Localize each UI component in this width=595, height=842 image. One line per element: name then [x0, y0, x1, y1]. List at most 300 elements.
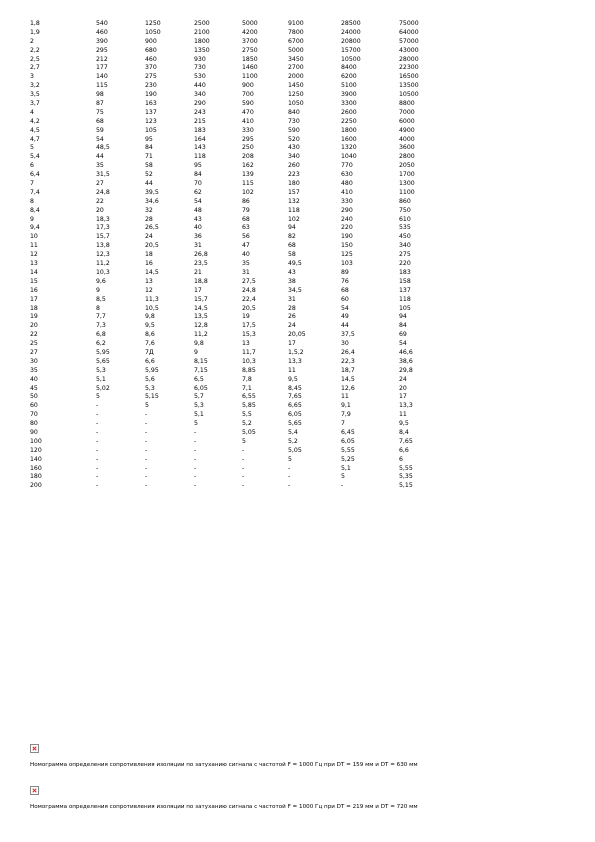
- table-row: [30, 64, 439, 73]
- table-cell: 1250: [145, 20, 161, 27]
- table-cell: 730: [194, 64, 206, 72]
- table-cell: 180: [288, 180, 300, 188]
- table-cell: 12,6: [341, 384, 355, 392]
- table-cell: 84: [399, 322, 407, 330]
- table-cell: 49,5: [288, 260, 302, 268]
- table-cell: 160: [30, 464, 42, 472]
- table-cell: 5000: [242, 20, 258, 27]
- table-cell: 590: [242, 100, 254, 108]
- table-cell: 120: [30, 446, 42, 454]
- table-cell: 7000: [399, 108, 415, 116]
- table-cell: 24,8: [242, 286, 256, 294]
- table-cell: 5: [341, 473, 345, 481]
- table-cell: 47: [242, 242, 250, 250]
- table-cell: 900: [242, 82, 254, 90]
- table-cell: 8,45: [288, 384, 302, 392]
- table-cell: 38,6: [399, 357, 413, 365]
- table-cell: 137: [145, 108, 157, 116]
- table-row: [30, 224, 439, 233]
- table-cell: -: [96, 437, 99, 445]
- table-cell: 22,3: [341, 357, 355, 365]
- table-cell: -: [288, 473, 291, 481]
- table-cell: -: [96, 482, 99, 490]
- table-cell: 12,3: [96, 251, 110, 259]
- table-cell: 5100: [341, 82, 357, 90]
- broken-image-icon: [30, 786, 39, 795]
- table-cell: 4,2: [30, 117, 40, 125]
- table-cell: 19: [242, 313, 250, 321]
- table-cell: 5,02: [96, 384, 110, 392]
- table-cell: 7,6: [145, 340, 155, 348]
- table-row: [30, 73, 439, 82]
- table-cell: 13: [145, 277, 153, 285]
- table-cell: 2,2: [30, 46, 40, 54]
- table-cell: 480: [341, 180, 353, 188]
- table-cell: 11: [30, 242, 38, 250]
- table-cell: 6,2: [96, 340, 106, 348]
- table-cell: 5,35: [399, 473, 413, 481]
- table-cell: 9,4: [30, 224, 40, 232]
- table-cell: 530: [194, 73, 206, 81]
- table-cell: 6,55: [242, 393, 256, 401]
- table-cell: 118: [399, 295, 411, 303]
- table-cell: 143: [194, 144, 206, 152]
- table-row: [30, 20, 439, 29]
- table-row: [30, 47, 439, 56]
- table-row: [30, 109, 439, 118]
- table-cell: -: [194, 428, 197, 436]
- figure-caption: Номограмма определения сопротивления изоляции по затуханию сигнала с частотой F = 1000 Гц при DT = 159 мм и DТ = 630 мм: [30, 762, 418, 768]
- table-cell: 6000: [399, 117, 415, 125]
- table-cell: 430: [288, 144, 300, 152]
- table-cell: -: [194, 446, 197, 454]
- table-cell: 1800: [194, 37, 210, 45]
- table-cell: -: [194, 473, 197, 481]
- table-cell: 137: [399, 286, 411, 294]
- table-cell: 5,3: [145, 384, 155, 392]
- table-cell: 90: [30, 428, 38, 436]
- table-cell: 38: [288, 277, 296, 285]
- table-cell: 13500: [399, 82, 419, 90]
- table-cell: 18,3: [96, 215, 110, 223]
- table-cell: 56: [242, 233, 250, 241]
- table-cell: 3,2: [30, 82, 40, 90]
- table-cell: 64000: [399, 28, 419, 36]
- table-cell: 15,7: [96, 233, 110, 241]
- table-cell: 295: [242, 135, 254, 143]
- table-cell: 10,5: [145, 304, 159, 312]
- table-cell: 3700: [242, 37, 258, 45]
- table-cell: 275: [145, 73, 157, 81]
- table-cell: 9,8: [145, 313, 155, 321]
- table-cell: 18,7: [341, 366, 355, 374]
- table-cell: -: [96, 455, 99, 463]
- table-cell: 5: [30, 144, 34, 152]
- table-cell: 39,5: [145, 188, 159, 196]
- table-cell: 1,5,2: [288, 348, 304, 356]
- table-cell: 94: [399, 313, 407, 321]
- table-cell: 5: [194, 420, 198, 428]
- table-cell: 157: [288, 188, 300, 196]
- table-row: [30, 411, 439, 420]
- table-cell: 164: [194, 135, 206, 143]
- table-cell: 50: [30, 393, 38, 401]
- figure-2: [30, 786, 418, 810]
- table-cell: 46,6: [399, 348, 413, 356]
- table-cell: 10: [30, 233, 38, 241]
- table-cell: 930: [194, 55, 206, 63]
- data-table: [30, 20, 439, 491]
- table-cell: 11,2: [194, 331, 208, 339]
- table-cell: 2800: [399, 153, 415, 161]
- table-cell: 750: [399, 206, 411, 214]
- table-cell: 10,3: [242, 357, 256, 365]
- table-cell: 3: [30, 73, 34, 81]
- table-cell: 5000: [288, 46, 304, 54]
- table-cell: 71: [145, 153, 153, 161]
- table-cell: -: [194, 437, 197, 445]
- table-cell: 7,1: [242, 384, 252, 392]
- table-cell: 20: [96, 206, 104, 214]
- table-cell: 28000: [399, 55, 419, 63]
- table-row: [30, 420, 439, 429]
- table-cell: 132: [288, 197, 300, 205]
- table-cell: 44: [145, 180, 153, 188]
- table-cell: 5,2: [242, 420, 252, 428]
- table-cell: 243: [194, 108, 206, 116]
- table-cell: 140: [96, 73, 108, 81]
- table-cell: 103: [341, 260, 353, 268]
- table-cell: 460: [145, 55, 157, 63]
- table-cell: 770: [341, 162, 353, 170]
- table-cell: 295: [96, 46, 108, 54]
- table-row: [30, 82, 439, 91]
- table-cell: 9,8: [194, 340, 204, 348]
- table-cell: 15,7: [194, 295, 208, 303]
- table-cell: 115: [96, 82, 108, 90]
- table-cell: 52: [145, 171, 153, 179]
- table-cell: 26: [288, 313, 296, 321]
- table-cell: 40: [242, 251, 250, 259]
- table-cell: 11: [399, 411, 407, 419]
- table-cell: 180: [30, 473, 42, 481]
- table-cell: 1250: [288, 91, 304, 99]
- table-cell: 2700: [288, 64, 304, 72]
- table-cell: 2000: [288, 73, 304, 81]
- table-cell: 9,1: [341, 402, 351, 410]
- table-cell: 183: [194, 126, 206, 134]
- table-cell: 44: [341, 322, 349, 330]
- table-cell: 6,05: [341, 437, 355, 445]
- table-cell: 190: [145, 91, 157, 99]
- table-cell: 4000: [399, 135, 415, 143]
- table-row: [30, 171, 439, 180]
- table-cell: 11: [341, 393, 349, 401]
- table-row: [30, 189, 439, 198]
- table-cell: 11: [288, 366, 296, 374]
- table-cell: -: [145, 464, 148, 472]
- table-cell: 5,15: [145, 393, 159, 401]
- table-cell: -: [242, 464, 245, 472]
- table-cell: -: [96, 420, 99, 428]
- table-cell: 84: [145, 144, 153, 152]
- table-cell: 1040: [341, 153, 357, 161]
- table-cell: 5,4: [30, 153, 40, 161]
- broken-image-icon: [30, 744, 39, 753]
- table-cell: 26,4: [341, 348, 355, 356]
- table-row: [30, 38, 439, 47]
- table-cell: 540: [96, 20, 108, 27]
- table-cell: 58: [288, 251, 296, 259]
- table-cell: 20800: [341, 37, 361, 45]
- table-cell: 68: [242, 215, 250, 223]
- table-cell: 102: [242, 188, 254, 196]
- table-row: [30, 429, 439, 438]
- table-cell: 8,85: [242, 366, 256, 374]
- table-cell: 20: [399, 384, 407, 392]
- table-cell: 330: [341, 197, 353, 205]
- table-cell: 118: [288, 206, 300, 214]
- table-cell: 86: [242, 197, 250, 205]
- table-cell: 89: [341, 268, 349, 276]
- table-cell: 5,65: [96, 357, 110, 365]
- table-cell: 4,7: [30, 135, 40, 143]
- table-cell: 21: [194, 268, 202, 276]
- table-cell: 58: [145, 162, 153, 170]
- table-row: [30, 242, 439, 251]
- table-row: [30, 91, 439, 100]
- table-cell: 27: [30, 348, 38, 356]
- table-row: [30, 207, 439, 216]
- table-cell: -: [242, 446, 245, 454]
- table-row: [30, 136, 439, 145]
- table-cell: 20,5: [242, 304, 256, 312]
- table-cell: 32: [145, 206, 153, 214]
- table-row: [30, 251, 439, 260]
- table-cell: 14: [30, 268, 38, 276]
- table-cell: 15: [30, 277, 38, 285]
- table-cell: 17: [288, 340, 296, 348]
- table-cell: 6: [399, 455, 403, 463]
- table-cell: 2050: [399, 162, 415, 170]
- table-cell: 190: [341, 233, 353, 241]
- table-cell: 28: [288, 304, 296, 312]
- table-row: [30, 233, 439, 242]
- table-cell: 1,9: [30, 28, 40, 36]
- table-cell: 7Д: [145, 348, 154, 356]
- table-row: [30, 278, 439, 287]
- table-cell: 80: [30, 420, 38, 428]
- table-cell: 5,5: [242, 411, 252, 419]
- table-cell: 450: [399, 233, 411, 241]
- table-row: [30, 376, 439, 385]
- table-cell: 27,5: [242, 277, 256, 285]
- table-row: [30, 216, 439, 225]
- table-cell: 27: [96, 180, 104, 188]
- table-cell: 5,1: [194, 411, 204, 419]
- table-cell: 8800: [399, 100, 415, 108]
- table-cell: 9,6: [96, 277, 106, 285]
- table-cell: 140: [30, 455, 42, 463]
- table-cell: 8400: [341, 64, 357, 72]
- table-cell: 250: [242, 144, 254, 152]
- table-cell: 57000: [399, 37, 419, 45]
- table-cell: 900: [145, 37, 157, 45]
- table-cell: 215: [194, 117, 206, 125]
- table-cell: 1460: [242, 64, 258, 72]
- table-row: [30, 447, 439, 456]
- table-cell: 75: [96, 108, 104, 116]
- table-cell: 23,5: [194, 260, 208, 268]
- table-cell: 28: [145, 215, 153, 223]
- table-cell: 95: [194, 162, 202, 170]
- table-cell: 11,7: [242, 348, 256, 356]
- table-cell: 31: [194, 242, 202, 250]
- table-cell: 460: [96, 28, 108, 36]
- table-cell: 5,3: [194, 402, 204, 410]
- table-cell: 11,3: [145, 295, 159, 303]
- table-cell: 150: [341, 242, 353, 250]
- table-cell: 3900: [341, 91, 357, 99]
- table-cell: 6700: [288, 37, 304, 45]
- table-cell: -: [288, 464, 291, 472]
- table-cell: 100: [30, 437, 42, 445]
- table-cell: 390: [96, 37, 108, 45]
- table-cell: 212: [96, 55, 108, 63]
- table-row: [30, 482, 439, 491]
- table-cell: 6,05: [194, 384, 208, 392]
- table-cell: 29,8: [399, 366, 413, 374]
- table-row: [30, 180, 439, 189]
- table-cell: 5,3: [96, 366, 106, 374]
- table-cell: -: [242, 482, 245, 490]
- table-cell: 15,3: [242, 331, 256, 339]
- table-cell: -: [145, 455, 148, 463]
- table-cell: -: [145, 446, 148, 454]
- table-cell: 35: [242, 260, 250, 268]
- table-cell: 2250: [341, 117, 357, 125]
- table-cell: 54: [194, 197, 202, 205]
- figure-1: [30, 744, 418, 768]
- table-cell: 76: [341, 277, 349, 285]
- table-cell: 330: [242, 126, 254, 134]
- table-cell: 15700: [341, 46, 361, 54]
- table-cell: 5,1: [341, 464, 351, 472]
- table-row: [30, 438, 439, 447]
- table-cell: -: [145, 473, 148, 481]
- table-cell: 3,5: [30, 91, 40, 99]
- table-row: [30, 100, 439, 109]
- table-cell: 34,5: [288, 286, 302, 294]
- table-cell: 8,15: [194, 357, 208, 365]
- table-cell: 5,25: [341, 455, 355, 463]
- table-cell: 54: [96, 135, 104, 143]
- table-cell: 13,3: [288, 357, 302, 365]
- table-cell: 24,8: [96, 188, 110, 196]
- table-cell: 95: [145, 135, 153, 143]
- table-cell: 1,8: [30, 20, 40, 27]
- table-cell: 275: [399, 251, 411, 259]
- table-cell: 6: [30, 162, 34, 170]
- table-cell: 535: [399, 224, 411, 232]
- table-cell: 70: [30, 411, 38, 419]
- table-cell: 24: [399, 375, 407, 383]
- table-cell: 37,5: [341, 331, 355, 339]
- table-cell: 54: [341, 304, 349, 312]
- table-row: [30, 29, 439, 38]
- table-cell: -: [145, 437, 148, 445]
- table-cell: 20,5: [145, 242, 159, 250]
- table-cell: 19: [30, 313, 38, 321]
- table-cell: 5,95: [145, 366, 159, 374]
- table-cell: 3300: [341, 100, 357, 108]
- table-cell: 1100: [399, 188, 415, 196]
- table-cell: 63: [242, 224, 250, 232]
- table-cell: 49: [341, 313, 349, 321]
- table-cell: 7: [341, 420, 345, 428]
- table-row: [30, 385, 439, 394]
- table-cell: 35: [96, 162, 104, 170]
- table-cell: 1050: [145, 28, 161, 36]
- table-cell: 6200: [341, 73, 357, 81]
- table-cell: 31: [288, 295, 296, 303]
- table-cell: 17: [399, 393, 407, 401]
- figure-caption: Номограмма определения сопротивления изоляции по затуханию сигнала с частотой F = 1000 Гц при DT = 219 мм и DТ = 720 мм: [30, 804, 418, 810]
- table-cell: 7,4: [30, 188, 40, 196]
- table-cell: 4200: [242, 28, 258, 36]
- table-row: [30, 162, 439, 171]
- table-cell: 79: [242, 206, 250, 214]
- table-cell: 9,5: [145, 322, 155, 330]
- table-cell: 17,5: [242, 322, 256, 330]
- table-cell: 123: [145, 117, 157, 125]
- table-cell: 6,5: [194, 375, 204, 383]
- table-row: [30, 367, 439, 376]
- table-cell: 1300: [399, 180, 415, 188]
- table-cell: 290: [194, 100, 206, 108]
- table-cell: 5,2: [288, 437, 298, 445]
- table-cell: 6,6: [145, 357, 155, 365]
- table-cell: 48: [194, 206, 202, 214]
- table-row: [30, 456, 439, 465]
- table-cell: 1050: [288, 100, 304, 108]
- table-cell: 200: [30, 482, 42, 490]
- table-cell: 8,4: [30, 206, 40, 214]
- table-row: [30, 56, 439, 65]
- table-cell: 260: [288, 162, 300, 170]
- table-cell: 7,7: [96, 313, 106, 321]
- table-cell: 7: [30, 180, 34, 188]
- table-cell: 102: [288, 215, 300, 223]
- table-cell: 105: [145, 126, 157, 134]
- table-row: [30, 358, 439, 367]
- table-cell: 94: [288, 224, 296, 232]
- table-cell: 6,4: [30, 171, 40, 179]
- table-cell: 12,8: [194, 322, 208, 330]
- table-cell: 44: [96, 153, 104, 161]
- table-cell: 1600: [341, 135, 357, 143]
- table-cell: 5,1: [96, 375, 106, 383]
- table-cell: 105: [399, 304, 411, 312]
- table-cell: 5: [145, 402, 149, 410]
- table-cell: 20: [30, 322, 38, 330]
- table-cell: 5,85: [242, 402, 256, 410]
- table-cell: 12: [30, 251, 38, 259]
- table-cell: 24000: [341, 28, 361, 36]
- table-cell: 440: [194, 82, 206, 90]
- table-cell: 24: [288, 322, 296, 330]
- table-row: [30, 144, 439, 153]
